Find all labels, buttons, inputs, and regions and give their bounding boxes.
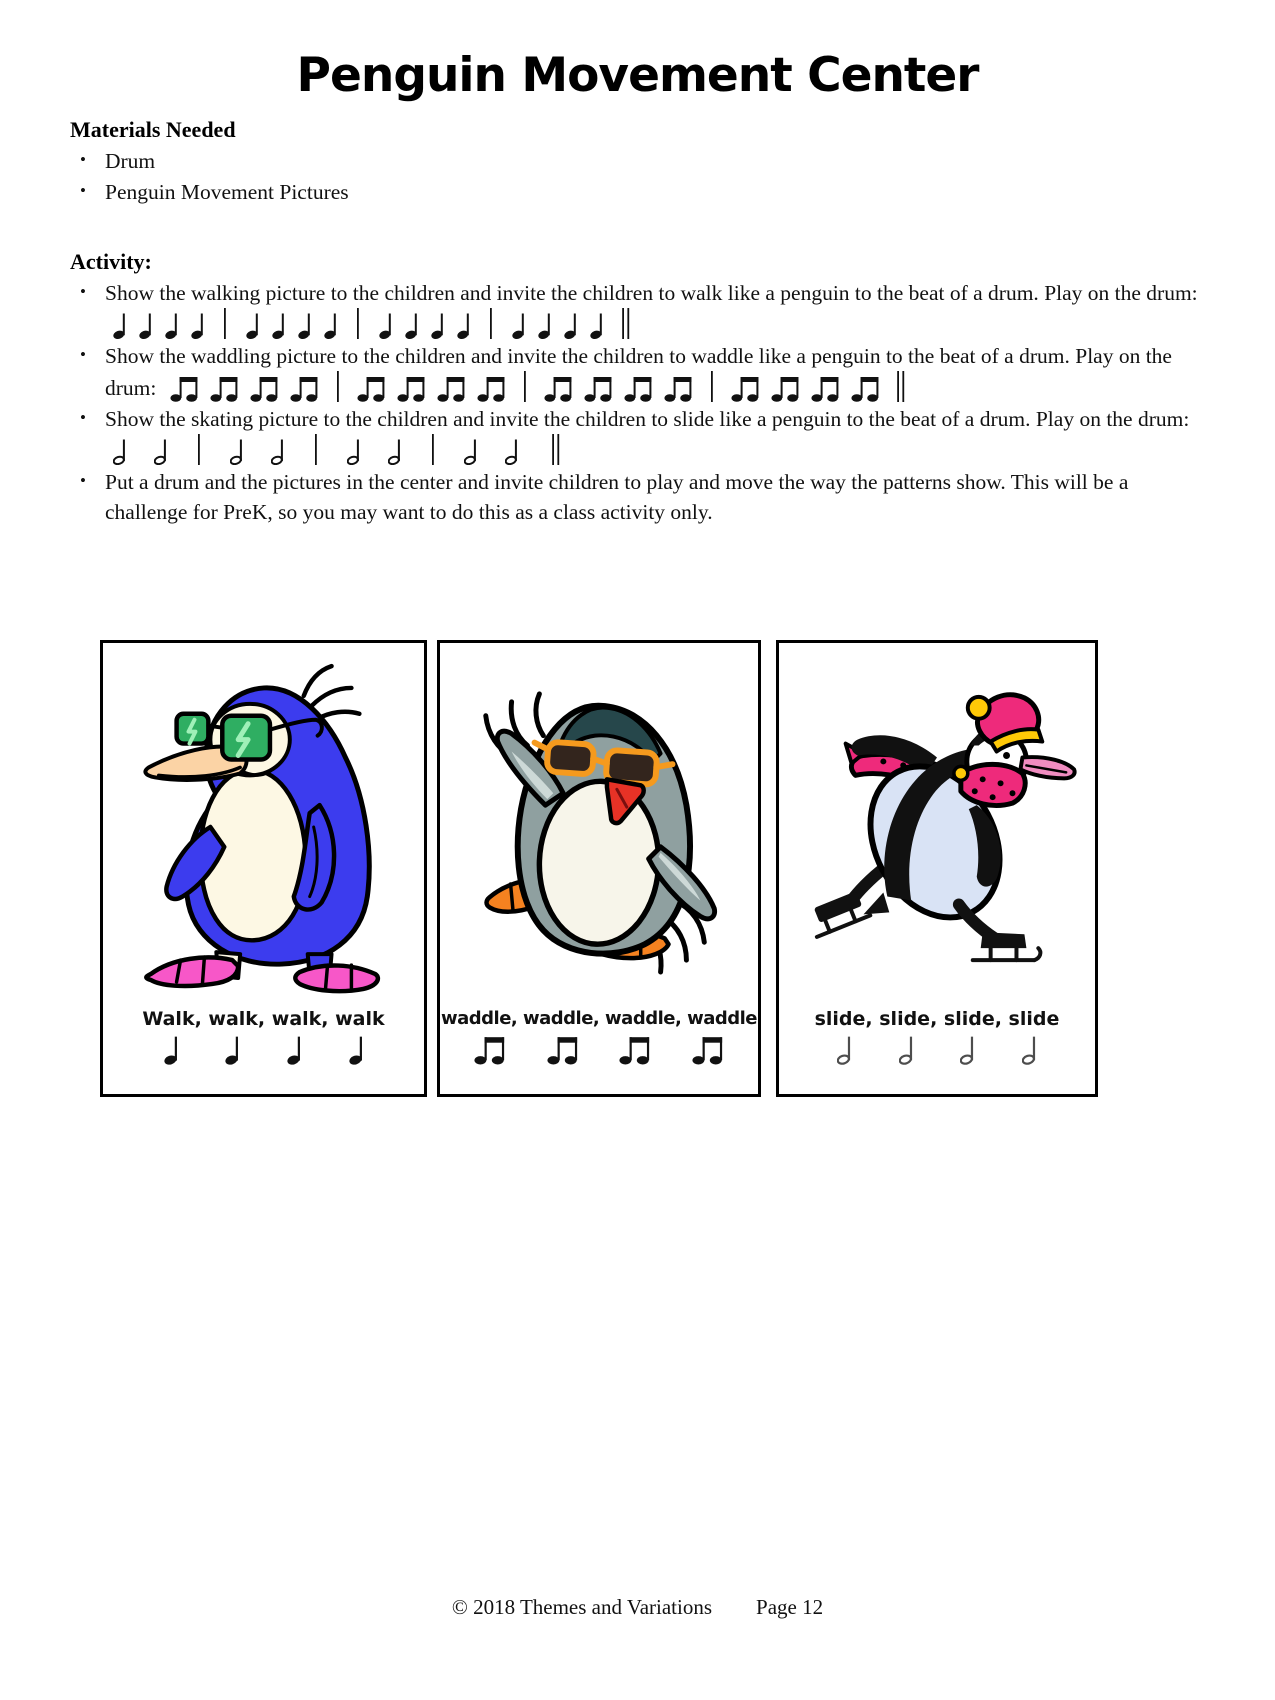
half-note-icon [230, 438, 244, 465]
eighth-note-pair-icon [250, 375, 279, 402]
double-barline-icon [896, 371, 906, 402]
activity-item-walk [70, 278, 1205, 340]
barline-icon [431, 434, 435, 465]
double-barline-icon [551, 434, 561, 465]
activity-list [70, 278, 1205, 527]
picture-card-waddle [437, 640, 761, 1097]
quarter-note-icon [457, 312, 470, 339]
card-caption-slide: slide, slide, slide, slide [814, 1008, 1060, 1030]
materials-heading: Materials Needed [70, 117, 236, 142]
picture-card-slide [776, 640, 1098, 1097]
quarter-note-icon [165, 312, 178, 339]
waddling-penguin-illustration [450, 651, 748, 1003]
quarter-note-icon [113, 312, 126, 339]
rhythm-pattern-half-notes [113, 434, 561, 465]
quarter-note-icon [139, 312, 152, 339]
picture-cards-row [0, 640, 1275, 1100]
picture-card-walk [100, 640, 427, 1097]
half-note-icon [1022, 1035, 1037, 1065]
eighth-note-pair-icon [210, 375, 239, 402]
document-body [70, 116, 1205, 527]
quarter-note-icon [405, 312, 418, 339]
eighth-note-pair-icon [692, 1035, 724, 1065]
half-note-icon [505, 438, 519, 465]
page-footer [0, 1595, 1275, 1620]
activity-item-slide [70, 404, 1205, 466]
eighth-note-pair-icon [477, 375, 506, 402]
card-caption-walk: Walk, walk, walk, walk [142, 1008, 385, 1030]
quarter-note-icon [246, 312, 259, 339]
activity-text: Show the walking picture to the children and invite the children to walk like a penguin to the beat of a drum. [105, 281, 1039, 305]
half-note-icon [271, 438, 285, 465]
eighth-note-pair-icon [544, 375, 573, 402]
activity-item-waddle [70, 341, 1205, 403]
barline-icon [489, 308, 493, 339]
quarter-note-icon [164, 1035, 178, 1065]
barline-icon [223, 308, 227, 339]
eighth-note-pair-icon [619, 1035, 651, 1065]
eighth-note-pair-icon [474, 1035, 506, 1065]
half-note-icon [899, 1035, 914, 1065]
activity-prefix: Play on the drum: [105, 344, 1172, 400]
half-note-icon [464, 438, 478, 465]
quarter-note-icon [272, 312, 285, 339]
activity-text: Show the waddling picture to the children and invite the children to waddle like a penguin to the beat of a drum. [105, 344, 1076, 368]
quarter-note-icon [298, 312, 311, 339]
activity-prefix: Play on the drum: [1044, 281, 1198, 305]
activity-item-center [70, 467, 1205, 527]
half-note-icon [113, 438, 127, 465]
eighth-note-pair-icon [357, 375, 386, 402]
eighth-note-pair-icon [547, 1035, 579, 1065]
materials-item-drum: • Drum [70, 146, 1205, 176]
half-note-icon [347, 438, 361, 465]
barline-icon [523, 371, 527, 402]
skating-penguin-illustration [788, 651, 1086, 1003]
eighth-note-pair-icon [584, 375, 613, 402]
activity-heading: Activity: [70, 249, 152, 274]
front-ice-skate-icon [973, 932, 1041, 960]
eighth-note-pair-icon [170, 375, 199, 402]
eighth-note-pair-icon [397, 375, 426, 402]
materials-item-pictures: • Penguin Movement Pictures [70, 177, 1205, 207]
eighth-note-pair-icon [624, 375, 653, 402]
quarter-note-icon [225, 1035, 239, 1065]
quarter-note-icon [564, 312, 577, 339]
spacer [70, 208, 1205, 234]
barline-icon [336, 371, 340, 402]
materials-list [70, 146, 1205, 207]
double-barline-icon [621, 308, 631, 339]
card-rhythm-slide [837, 1035, 1037, 1065]
eighth-note-pair-icon [771, 375, 800, 402]
activity-prefix: Play on the drum: [1035, 407, 1190, 431]
card-rhythm-waddle [474, 1035, 724, 1065]
quarter-note-icon [538, 312, 551, 339]
rhythm-pattern-eighth-notes [170, 371, 906, 402]
activity-text: Put a drum and the pictures in the center and invite children to play and move the way the patterns show. This will be a challenge for PreK, so you may want to do this as a class activity only. [105, 470, 1129, 524]
half-note-icon [388, 438, 402, 465]
eighth-note-pair-icon [811, 375, 840, 402]
quarter-note-icon [431, 312, 444, 339]
eighth-note-pair-icon [664, 375, 693, 402]
walking-penguin-illustration [115, 651, 413, 1003]
quarter-note-icon [590, 312, 603, 339]
rhythm-pattern-quarter-notes [113, 308, 631, 339]
card-caption-waddle: waddle, waddle, waddle, waddle [440, 1008, 757, 1029]
quarter-note-icon [191, 312, 204, 339]
half-note-icon [960, 1035, 975, 1065]
copyright-text: © 2018 Themes and Variations [451, 1595, 713, 1619]
barline-icon [314, 434, 318, 465]
eighth-note-pair-icon [851, 375, 880, 402]
quarter-note-icon [379, 312, 392, 339]
barline-icon [197, 434, 201, 465]
half-note-icon [154, 438, 168, 465]
quarter-note-icon [324, 312, 337, 339]
barline-icon [710, 371, 714, 402]
eighth-note-pair-icon [731, 375, 760, 402]
quarter-note-icon [349, 1035, 363, 1065]
quarter-note-icon [512, 312, 525, 339]
page-title: Penguin Movement Center [296, 48, 979, 103]
page-number: Page 12 [756, 1595, 824, 1619]
barline-icon [356, 308, 360, 339]
eighth-note-pair-icon [437, 375, 466, 402]
card-rhythm-walk [164, 1035, 364, 1065]
half-note-icon [837, 1035, 852, 1065]
eighth-note-pair-icon [290, 375, 319, 402]
activity-text: Show the skating picture to the children and invite the children to slide like a penguin to the beat of a drum. [105, 407, 1031, 431]
quarter-note-icon [287, 1035, 301, 1065]
